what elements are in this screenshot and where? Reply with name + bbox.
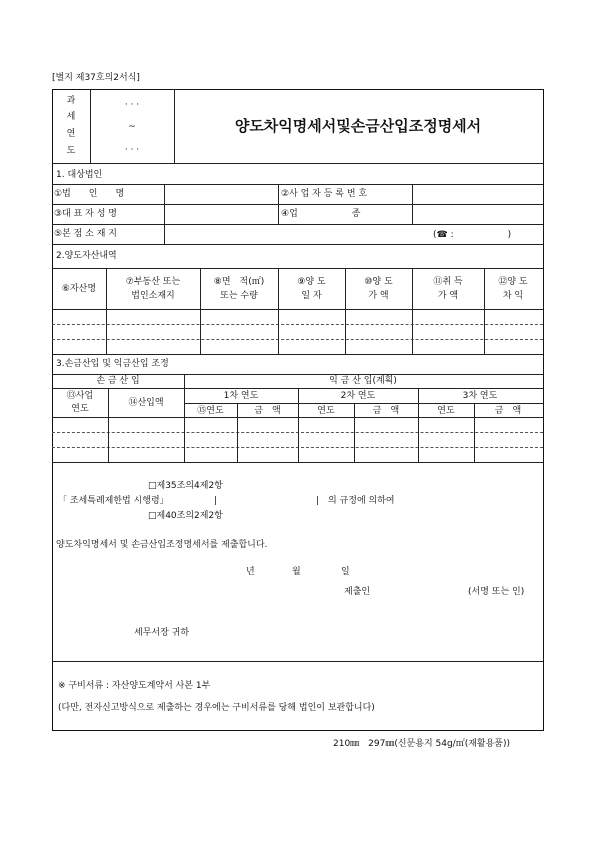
submitter-label: 제출인 [344, 587, 371, 597]
round-1-amount: 금 액 [254, 406, 281, 416]
decree-name: 「 조세특례제한법 시행령」 [58, 496, 169, 506]
round-2-header: 2차 연도 [340, 391, 376, 401]
section3-heading: 3.손금산입 및 익금산입 조정 [56, 359, 169, 369]
attachments-detail: (다만, 전자신고방식으로 제출하는 경우에는 구비서류를 당해 법인이 보관합니다) [58, 703, 375, 713]
round-3-header: 3차 연도 [462, 391, 498, 401]
col-acquisition-price-2: 가 액 [437, 291, 459, 301]
col-area-1: ⑧면 적(㎡) [213, 277, 265, 287]
tax-year-label-1: 과 [66, 96, 76, 106]
signature-field[interactable]: (서명 또는 인) [468, 587, 525, 597]
col-gain-1: ⑫양 도 [498, 277, 528, 287]
col-acquisition-price-1: ⑪취 득 [433, 277, 463, 287]
tax-year-start[interactable]: · · · [124, 100, 140, 110]
corp-name-label: ①법 인 명 [54, 189, 125, 199]
round-3-amount: 금 액 [494, 406, 522, 416]
form-label: [별지 제37호의2서식] [52, 73, 140, 83]
date-year[interactable]: 년 [246, 567, 255, 577]
addressee: 세무서장 귀하 [134, 628, 190, 638]
tax-year-label-2: 세 [66, 112, 76, 122]
tax-year-label-4: 도 [66, 146, 76, 156]
address-label: ⑤본 점 소 재 지 [54, 229, 117, 239]
round-3-year: 연도 [437, 406, 455, 416]
bizno-label: ②사 업 자 등 록 번 호 [281, 189, 368, 199]
submission-statement: 양도차익명세서 및 손금산입조정명세서를 제출합니다. [56, 540, 268, 550]
col-biz-year-2: 연도 [71, 404, 89, 414]
date-month[interactable]: 월 [292, 567, 301, 577]
industry-label: ④업 종 [281, 209, 361, 219]
decree-bracket-right: | [316, 496, 320, 506]
section2-heading: 2.양도자산내역 [56, 251, 117, 261]
attachments-note: ※ 구비서류 : 자산양도계약서 사본 1부 [58, 681, 211, 691]
col-gain-2: 차 익 [502, 291, 524, 301]
option-35-4-checkbox[interactable]: □제35조의4제2항 [148, 481, 223, 491]
col-asset-name: ⑥자산명 [61, 284, 97, 294]
gain-inclusion-header: 익 금 산 입(계획) [329, 376, 397, 386]
tax-year-tilde: ~ [128, 122, 136, 132]
option-40-2-checkbox[interactable]: □제40조의2제2항 [148, 511, 223, 521]
section1-heading: 1. 대상법인 [56, 170, 103, 180]
round-2-amount: 금 액 [372, 406, 400, 416]
loss-inclusion-header: 손 금 산 입 [96, 376, 140, 386]
col-location-1: ⑦부동산 또는 [125, 277, 181, 287]
paper-spec-footer: 210㎜ 297㎜(신문용지 54g/㎡(재활용품)) [333, 739, 511, 749]
col-location-2: 법인소재지 [131, 291, 175, 301]
round-1-header: 1차 연도 [223, 391, 259, 401]
col-inclusion-amount: ⑭산입액 [128, 398, 164, 408]
col-biz-year-1: ⑬사업 [66, 391, 94, 401]
col-transfer-date-1: ⑨양 도 [297, 277, 326, 287]
round-2-year: 연도 [317, 406, 335, 416]
according-text: 의 규정에 의하여 [328, 496, 395, 506]
col-area-2: 또는 수량 [220, 291, 258, 301]
decree-bracket-left: | [214, 496, 218, 506]
col-transfer-date-2: 일 자 [301, 291, 322, 301]
round-1-year: ⑮연도 [197, 406, 224, 416]
tax-year-end[interactable]: · · · [124, 145, 140, 155]
form-title: 양도차익명세서및손금산입조정명세서 [234, 117, 482, 135]
date-day[interactable]: 일 [341, 567, 350, 577]
col-transfer-price-2: 가 액 [368, 291, 389, 301]
phone-field[interactable]: (☎ : ) [433, 230, 512, 240]
tax-year-label-3: 연 [66, 129, 76, 139]
rep-name-label: ③대 표 자 성 명 [54, 209, 117, 219]
col-transfer-price-1: ⑩양 도 [364, 277, 393, 287]
